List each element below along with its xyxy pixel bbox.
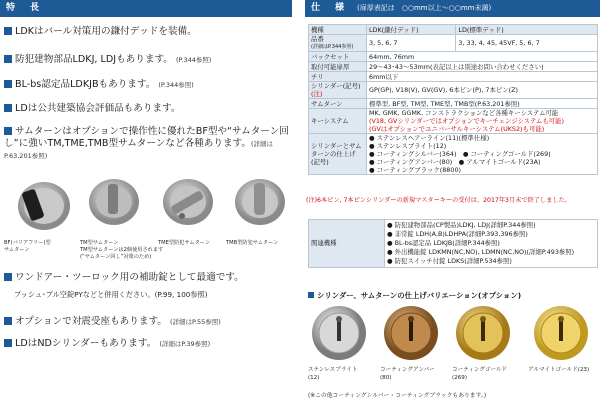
feature-item	[4, 26, 197, 38]
table-row	[309, 220, 598, 268]
feature-text: ワンドアー・ツーロック用の補助錠として最適です。	[15, 272, 244, 283]
bullet-icon	[308, 292, 314, 298]
spec-table	[308, 24, 598, 175]
coating-gold-cylinder-image	[452, 303, 514, 363]
feature-text: LDはNDシリンダーもあります。	[15, 338, 157, 349]
tm-caption: TM型サムターン TM型サムターンは2個使用されます (“サムターン回し”対策のため)	[80, 240, 164, 260]
table-row	[309, 82, 598, 99]
tmb-thumbturn-image	[224, 172, 292, 234]
tme-caption: TME型防犯サムターン	[158, 240, 211, 246]
feature-item	[4, 103, 180, 115]
table-row	[309, 25, 598, 35]
bullet-icon	[4, 339, 12, 347]
table-key-cell: 取付可能扉厚	[309, 62, 367, 72]
feature-item	[4, 272, 244, 284]
stainless-bright-cylinder-image	[308, 303, 370, 363]
feature-ref: (P.344参照)	[175, 56, 212, 64]
table-cell: 64mm, 76mm	[367, 52, 598, 62]
table-key-cell: バックセット	[309, 52, 367, 62]
variation-caption: コーティングアンバー (80)	[380, 367, 435, 381]
feature-item	[4, 316, 221, 328]
feature-text: LDは公共建築協会評価品もあります。	[15, 103, 181, 114]
table-cell: MK, GMK, GGMK, コンストラクションなど各種キーシステム可能 (V18, GVシリンダーではオプションでキーチェンジシステムも可能) (GVはオプションでユニバーサルキーシステム(UKS2)も可能)	[367, 109, 598, 134]
feature-item	[4, 54, 211, 66]
spec-header: 仕 様 (扉厚表記は ○○mm以上～○○mm未満)	[305, 0, 600, 17]
table-cell: 3, 33, 4, 45, 45VF, 5, 6, 7	[456, 35, 598, 52]
table-key-cell: シリンダー(記号)(注)	[309, 82, 367, 99]
related-label: 関連機種	[309, 220, 385, 268]
feature-item	[4, 79, 194, 91]
table-cell: ● ステンレスヘアーライン(11)(標準仕様) ● ステンレスブライト(12) ● コーティングシルバー(364) ● コーティングゴールド(269) ● コーティングアンバー(80) ● アルマイトゴールド(23A) ● コーティングブラック(8800)	[367, 134, 598, 175]
tm-thumbturn-image	[78, 172, 146, 234]
table-cell: 3, 5, 6, 7	[367, 35, 456, 52]
coating-amber-cylinder-image	[380, 303, 442, 363]
table-row	[309, 35, 598, 52]
table-row	[309, 134, 598, 175]
bf-thumbturn-image	[4, 172, 72, 234]
feature-ref: (詳細はP.55参照)	[169, 318, 221, 326]
table-row	[309, 109, 598, 134]
alumite-gold-cylinder-image	[530, 303, 592, 363]
table-row	[309, 52, 598, 62]
variation-title: シリンダー、サムターンの仕上げバリエーション(オプション)	[308, 290, 521, 301]
table-cell: 6mm以下	[367, 72, 598, 82]
feature-text: サムターンはオプションで操作性に優れたBF型や“サムターン回し”に強いTM,TME,TMB型サムターンなど各種あります。	[4, 126, 289, 149]
bullet-icon	[4, 127, 12, 135]
variation-caption: アルマイトゴールド(23)	[528, 367, 590, 373]
feature-ref: (詳細はP.39参照)	[159, 340, 211, 348]
table-row	[309, 72, 598, 82]
feature-text: 防犯建物部品LDKJ, LDJもあります。	[15, 54, 173, 65]
table-key-cell: サムターン	[309, 99, 367, 109]
table-row	[309, 99, 598, 109]
feature-item	[4, 338, 210, 350]
tmb-caption: TMB型防犯サムターン	[226, 240, 279, 246]
related-table	[308, 219, 598, 268]
feature-item	[4, 126, 296, 162]
feature-text: オプションで対震受座もあります。	[15, 316, 167, 327]
table-cell: 標準型, BF型, TM型, TME型, TMB型(P.63,201参照)	[367, 99, 598, 109]
sub-note: プッシュ･プル空錠PYなどと併用ください。(P.99, 100参照)	[14, 290, 208, 299]
table-key-cell: チリ	[309, 72, 367, 82]
tme-thumbturn-image	[152, 172, 220, 234]
bullet-icon	[4, 104, 12, 112]
bullet-icon	[4, 27, 12, 35]
variation-caption: ステンレスブライト (12)	[308, 367, 358, 381]
feature-text: BL-bs認定品LDKJBもあります。	[15, 79, 156, 90]
bullet-icon	[4, 55, 12, 63]
table-header-cell: 機種	[309, 25, 367, 35]
features-header: 特 長	[0, 0, 292, 17]
variation-caption: コーティングゴールド (269)	[452, 367, 508, 381]
variation-footnote: (※この他コーティングシルバー・コーティングブラックもあります。)	[308, 393, 487, 399]
bullet-icon	[4, 80, 12, 88]
spec-footnote: (注)6本ピン, 7本ピンシリンダーの新規マスターキーの受付は、2017年3月末で終了しました。	[306, 197, 571, 204]
bf-caption: BF(バリアフリー)型 サムターン	[4, 240, 51, 253]
table-key-cell: シリンダーとサムターンの仕上げ(記号)	[309, 134, 367, 175]
related-list: ● 防犯建物部品(CP製品)LDKJ, LDJ(詳細P.344参照) ● 非常錠 LDH(A,B)LDHPA(詳細P.393,396参照) ● BL-bs認定品 LDKJB(詳細P.344参照) ● 外出機能錠 LDKMN(NC,NO), LDMN(NC,NO)(詳細P.493参照) ● 防犯スイッチ付錠 LDKS(詳細P.534参照)	[385, 220, 598, 268]
header-note: (扉厚表記は ○○mm以上～○○mm未満)	[357, 4, 492, 12]
table-key-cell: 品番 (詳細はP.344参照)	[309, 35, 367, 52]
table-key-cell: キーシステム	[309, 109, 367, 134]
table-header-cell: LD(標準デッド)	[456, 25, 598, 35]
table-row	[309, 62, 598, 72]
feature-ref: (詳細はP.63,201参照)	[4, 140, 274, 160]
table-cell: GP(GP), V18(V), GV(GV), 6本ピン(P), 7本ピン(Z)	[367, 82, 598, 99]
feature-ref: (P.344参照)	[158, 81, 194, 89]
table-cell: 29～43･43～53mm(表記以上は別途お問い合わせください)	[367, 62, 598, 72]
table-header-cell: LDK(鎌付デッド)	[367, 25, 456, 35]
feature-text: LDKはバール対策用の鎌付デッドを装備。	[15, 26, 197, 37]
bullet-icon	[4, 317, 12, 325]
bullet-icon	[4, 273, 12, 281]
